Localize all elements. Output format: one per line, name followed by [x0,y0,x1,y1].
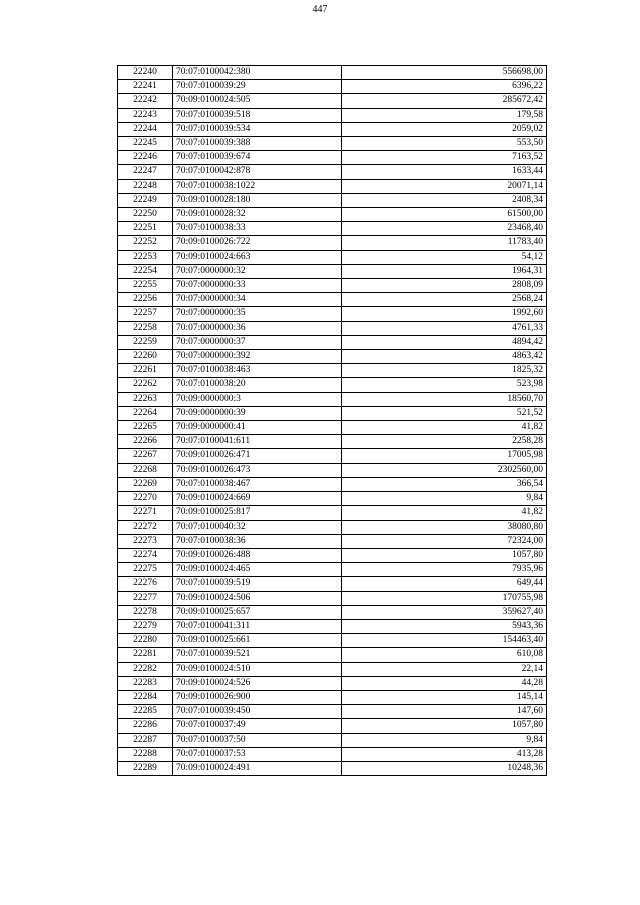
row-number-cell: 22246 [118,151,173,165]
table-row [118,648,547,662]
row-number-cell: 22288 [118,747,173,761]
cadastral-number-cell: 70:09:0100024:663 [173,250,342,264]
row-number-cell: 22280 [118,634,173,648]
value-cell: 4894,42 [342,335,547,349]
value-cell: 44,28 [342,676,547,690]
table-row [118,236,547,250]
value-cell: 22,14 [342,662,547,676]
row-number-cell: 22250 [118,208,173,222]
table-row [118,279,547,293]
cadastral-number-cell: 70:07:0100039:450 [173,705,342,719]
value-cell: 23468,40 [342,222,547,236]
row-number-cell: 22242 [118,94,173,108]
row-number-cell: 22257 [118,307,173,321]
table-row [118,151,547,165]
cadastral-number-cell: 70:09:0100028:180 [173,193,342,207]
table-row [118,506,547,520]
cadastral-number-cell: 70:07:0100038:467 [173,477,342,491]
table-row [118,747,547,761]
cadastral-number-cell: 70:07:0100038:1022 [173,179,342,193]
row-number-cell: 22264 [118,406,173,420]
cadastral-number-cell: 70:07:0000000:392 [173,350,342,364]
value-cell: 2808,09 [342,279,547,293]
cadastral-number-cell: 70:09:0100025:657 [173,605,342,619]
value-cell: 521,52 [342,406,547,420]
row-number-cell: 22260 [118,350,173,364]
table-row [118,250,547,264]
row-number-cell: 22278 [118,605,173,619]
cadastral-number-cell: 70:07:0100039:388 [173,137,342,151]
cadastral-number-cell: 70:09:0100024:465 [173,563,342,577]
cadastral-number-cell: 70:09:0000000:39 [173,406,342,420]
cadastral-number-cell: 70:09:0100024:510 [173,662,342,676]
row-number-cell: 22268 [118,463,173,477]
row-number-cell: 22261 [118,364,173,378]
cadastral-number-cell: 70:09:0100024:505 [173,94,342,108]
table-row [118,137,547,151]
table-row [118,406,547,420]
cadastral-number-cell: 70:09:0100026:471 [173,449,342,463]
table-row [118,378,547,392]
table-row [118,66,547,80]
row-number-cell: 22279 [118,619,173,633]
row-number-cell: 22253 [118,250,173,264]
cadastral-number-cell: 70:07:0100038:463 [173,364,342,378]
table-row [118,335,547,349]
row-number-cell: 22254 [118,264,173,278]
row-number-cell: 22259 [118,335,173,349]
value-cell: 1633,44 [342,165,547,179]
value-cell: 147,60 [342,705,547,719]
cadastral-number-cell: 70:09:0100025:661 [173,634,342,648]
cadastral-number-cell: 70:07:0100039:521 [173,648,342,662]
value-cell: 1057,80 [342,719,547,733]
row-number-cell: 22277 [118,591,173,605]
value-cell: 285672,42 [342,94,547,108]
table-row [118,264,547,278]
row-number-cell: 22241 [118,80,173,94]
cadastral-number-cell: 70:09:0100026:488 [173,548,342,562]
cadastral-number-cell: 70:07:0100039:29 [173,80,342,94]
table-body [118,66,547,776]
table-row [118,94,547,108]
table-row [118,492,547,506]
row-number-cell: 22251 [118,222,173,236]
value-cell: 18560,70 [342,392,547,406]
table-row [118,80,547,94]
value-cell: 7935,96 [342,563,547,577]
cadastral-number-cell: 70:09:0000000:41 [173,421,342,435]
cadastral-number-cell: 70:07:0000000:33 [173,279,342,293]
value-cell: 2258,28 [342,435,547,449]
value-cell: 556698,00 [342,66,547,80]
cadastral-number-cell: 70:07:0000000:37 [173,335,342,349]
row-number-cell: 22256 [118,293,173,307]
row-number-cell: 22243 [118,108,173,122]
row-number-cell: 22285 [118,705,173,719]
row-number-cell: 22273 [118,534,173,548]
value-cell: 17005,98 [342,449,547,463]
table-row [118,293,547,307]
row-number-cell: 22262 [118,378,173,392]
row-number-cell: 22282 [118,662,173,676]
cadastral-number-cell: 70:07:0100041:611 [173,435,342,449]
cadastral-number-cell: 70:07:0000000:36 [173,321,342,335]
value-cell: 11783,40 [342,236,547,250]
cadastral-number-cell: 70:07:0000000:32 [173,264,342,278]
table-row [118,534,547,548]
row-number-cell: 22284 [118,690,173,704]
value-cell: 41,82 [342,506,547,520]
table-row [118,421,547,435]
value-cell: 4863,42 [342,350,547,364]
cadastral-number-cell: 70:07:0100040:32 [173,520,342,534]
table-row [118,222,547,236]
value-cell: 38080,80 [342,520,547,534]
row-number-cell: 22263 [118,392,173,406]
table-row [118,108,547,122]
value-cell: 9,84 [342,492,547,506]
table-row [118,463,547,477]
cadastral-number-cell: 70:07:0100037:50 [173,733,342,747]
cadastral-number-cell: 70:07:0100039:674 [173,151,342,165]
row-number-cell: 22240 [118,66,173,80]
value-cell: 610,08 [342,648,547,662]
value-cell: 649,44 [342,577,547,591]
row-number-cell: 22265 [118,421,173,435]
row-number-cell: 22252 [118,236,173,250]
table-row [118,577,547,591]
value-cell: 1057,80 [342,548,547,562]
value-cell: 413,28 [342,747,547,761]
row-number-cell: 22281 [118,648,173,662]
value-cell: 20071,14 [342,179,547,193]
cadastral-number-cell: 70:07:0100039:534 [173,122,342,136]
table-row [118,321,547,335]
row-number-cell: 22271 [118,506,173,520]
table-row [118,165,547,179]
row-number-cell: 22276 [118,577,173,591]
table-row [118,605,547,619]
value-cell: 61500,00 [342,208,547,222]
cadastral-number-cell: 70:07:0000000:34 [173,293,342,307]
cadastral-number-cell: 70:09:0000000:3 [173,392,342,406]
value-cell: 1992,60 [342,307,547,321]
table-row [118,477,547,491]
table-row [118,350,547,364]
value-cell: 2568,24 [342,293,547,307]
value-cell: 523,98 [342,378,547,392]
row-number-cell: 22249 [118,193,173,207]
table-row [118,520,547,534]
row-number-cell: 22289 [118,761,173,775]
table-row [118,662,547,676]
table-row [118,733,547,747]
cadastral-number-cell: 70:07:0000000:35 [173,307,342,321]
value-cell: 54,12 [342,250,547,264]
table-row [118,591,547,605]
cadastral-number-cell: 70:09:0100026:722 [173,236,342,250]
table-row [118,392,547,406]
cadastral-number-cell: 70:09:0100028:32 [173,208,342,222]
row-number-cell: 22247 [118,165,173,179]
table-row [118,449,547,463]
value-cell: 2408,34 [342,193,547,207]
cadastral-number-cell: 70:07:0100038:33 [173,222,342,236]
table-row [118,761,547,775]
table-row [118,193,547,207]
cadastral-number-cell: 70:09:0100026:900 [173,690,342,704]
value-cell: 553,50 [342,137,547,151]
table-row [118,676,547,690]
row-number-cell: 22274 [118,548,173,562]
value-cell: 366,54 [342,477,547,491]
cadastral-number-cell: 70:09:0100024:506 [173,591,342,605]
cadastral-number-cell: 70:09:0100025:817 [173,506,342,520]
table-row [118,548,547,562]
row-number-cell: 22245 [118,137,173,151]
table-row [118,435,547,449]
table-row [118,122,547,136]
cadastral-number-cell: 70:07:0100038:36 [173,534,342,548]
row-number-cell: 22272 [118,520,173,534]
cadastral-number-cell: 70:07:0100038:20 [173,378,342,392]
table-row [118,690,547,704]
row-number-cell: 22286 [118,719,173,733]
table-row [118,364,547,378]
cadastral-number-cell: 70:09:0100024:526 [173,676,342,690]
row-number-cell: 22258 [118,321,173,335]
value-cell: 9,84 [342,733,547,747]
row-number-cell: 22283 [118,676,173,690]
value-cell: 5943,36 [342,619,547,633]
cadastral-number-cell: 70:09:0100024:491 [173,761,342,775]
value-cell: 10248,36 [342,761,547,775]
value-cell: 41,82 [342,421,547,435]
page-number: 447 [312,4,328,15]
table-row [118,563,547,577]
table-row [118,634,547,648]
cadastral-number-cell: 70:07:0100037:49 [173,719,342,733]
cadastral-number-cell: 70:09:0100024:669 [173,492,342,506]
value-cell: 1825,32 [342,364,547,378]
value-cell: 1964,31 [342,264,547,278]
value-cell: 359627,40 [342,605,547,619]
table-row [118,719,547,733]
cadastral-number-cell: 70:09:0100026:473 [173,463,342,477]
cadastral-number-cell: 70:07:0100042:380 [173,66,342,80]
value-cell: 145,14 [342,690,547,704]
row-number-cell: 22267 [118,449,173,463]
value-cell: 72324,00 [342,534,547,548]
value-cell: 6396,22 [342,80,547,94]
table-row [118,179,547,193]
value-cell: 179,58 [342,108,547,122]
value-cell: 4761,33 [342,321,547,335]
row-number-cell: 22270 [118,492,173,506]
cadastral-number-cell: 70:07:0100039:519 [173,577,342,591]
row-number-cell: 22287 [118,733,173,747]
cadastral-number-cell: 70:07:0100039:518 [173,108,342,122]
row-number-cell: 22255 [118,279,173,293]
row-number-cell: 22248 [118,179,173,193]
value-cell: 2302560,00 [342,463,547,477]
cadastral-number-cell: 70:07:0100037:53 [173,747,342,761]
row-number-cell: 22269 [118,477,173,491]
value-cell: 2059,02 [342,122,547,136]
cadastral-number-cell: 70:07:0100041:311 [173,619,342,633]
row-number-cell: 22244 [118,122,173,136]
value-cell: 170755,98 [342,591,547,605]
value-cell: 7163,52 [342,151,547,165]
value-cell: 154463,40 [342,634,547,648]
table-row [118,619,547,633]
cadastral-number-cell: 70:07:0100042:878 [173,165,342,179]
data-table [117,65,547,776]
table-row [118,705,547,719]
table-row [118,208,547,222]
row-number-cell: 22266 [118,435,173,449]
row-number-cell: 22275 [118,563,173,577]
table-row [118,307,547,321]
